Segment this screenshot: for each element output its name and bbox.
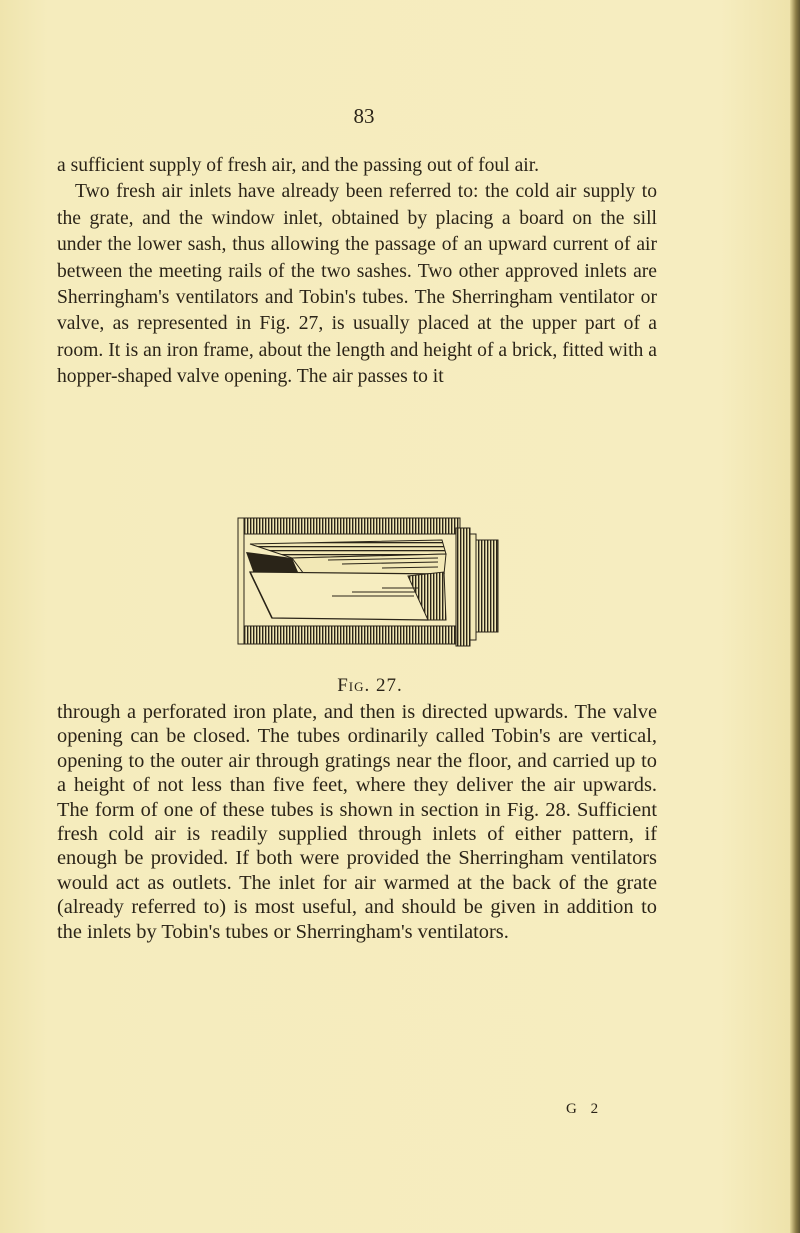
figure-sherringham-ventilator bbox=[232, 514, 502, 650]
page-edge-shadow bbox=[790, 0, 800, 1233]
page-number: 83 bbox=[353, 104, 375, 128]
text-block-top bbox=[57, 153, 657, 391]
sherringham-ventilator-illustration bbox=[232, 514, 502, 650]
paragraph-3: through a perforated iron plate, and then is directed upwards. The valve opening can be closed. The tubes ordinarily called Tobin's are vertical, opening to the outer air through gratings near the floor, and carried up to a height of not less than five feet, where they deliver the air upwards. The form of one of these tubes is shown in section in Fig. 28. Sufficient fresh cold air is readily supplied through inlets of either pattern, if enough be provided. If both were provided the Sherringham ventilators would act as outlets. The inlet for air warmed at the back of the grate (already referred to) is most useful, and should be given in addition to the inlets by Tobin's tubes or Sherringham's ventilators. bbox=[57, 701, 657, 943]
paragraph-2: Two fresh air inlets have already been referred to: the cold air supply to the grate, and the window inlet, obtained by placing a board on the sill under the lower sash, thus allowing the passage of an upward current of air between the meeting rails of the two sashes. Two other approved inlets are Sherringham's ventilators and Tobin's tubes. The Sherringham ventilator or valve, as represented in Fig. 27, is usually placed at the upper part of a room. It is an iron frame, about the length and height of a brick, fitted with a hopper-shaped valve opening. The air passes to it bbox=[57, 181, 657, 388]
signature-mark: G 2 bbox=[566, 1101, 604, 1117]
text-block-bottom bbox=[57, 700, 657, 944]
figure-caption bbox=[320, 675, 420, 697]
paragraph-1: a sufficient supply of fresh air, and the passing out of foul air. bbox=[57, 155, 540, 176]
figure-caption-text: Fig. 27. bbox=[337, 675, 403, 696]
